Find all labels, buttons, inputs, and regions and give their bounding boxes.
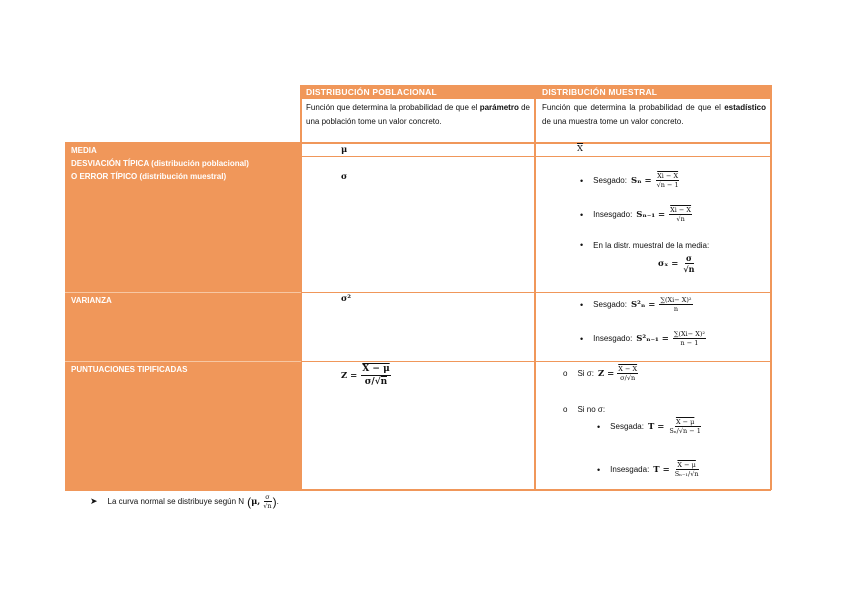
desv-pob-symbol: σ <box>341 172 348 182</box>
sqrt-icon: √ <box>374 377 381 387</box>
media-pob-symbol: μ <box>341 145 348 155</box>
header-muestral: DISTRIBUCIÓN MUESTRAL <box>536 86 771 99</box>
label-varianza: VARIANZA <box>71 296 112 305</box>
arrow-bullet-icon: ➤ <box>90 496 98 506</box>
bullet-dot-icon: • <box>580 299 584 310</box>
line-h-bottom <box>65 489 771 491</box>
punt-pob-formula: Z = $\frac{X - \mu}{\sigma/√n}$ <box>341 364 390 387</box>
circle-bullet-icon: o <box>563 369 568 378</box>
var-insesgado: • Insesgado: S²ₙ₋₁ = $\frac{\text{∑(Xi− X)²}}{n - 1}$ <box>580 330 706 347</box>
header-poblacional: DISTRIBUCIÓN POBLACIONAL <box>300 86 539 99</box>
bullet-dot-icon: • <box>597 421 601 432</box>
desc-muestral: Función que determina la probabilidad de que el estadístico de una muestra tome un valor concreto. <box>542 103 766 126</box>
line-v-left <box>300 85 302 490</box>
sqrt-icon: √ <box>676 215 681 223</box>
line-v-right <box>770 85 772 490</box>
line-h-3 <box>300 292 771 293</box>
line-h-4-left <box>65 361 301 362</box>
bullet-dot-icon: • <box>580 333 584 344</box>
desv-sesgado: • Sesgado: Sₙ = $\frac{Xi - X}{√n - 1}$ <box>580 172 679 189</box>
var-pob-symbol: σ² <box>341 294 351 304</box>
punt-sesgada: • Sesgada: T = $\frac{X - \mu}{\text{Sₙ/√n − 1}}$ <box>597 418 701 435</box>
label-puntuaciones: PUNTUACIONES TIPIFICADAS <box>71 365 188 374</box>
line-h-1 <box>65 142 771 144</box>
desv-media-muestral: • En la distr. muestral de la media: <box>580 240 710 250</box>
desv-insesgado: • Insesgado: Sₙ₋₁ = $\frac{Xi - X}{√n}$ <box>580 206 692 223</box>
punt-si-no-sigma: o Si no σ: <box>563 405 606 414</box>
sqrt-icon: √ <box>683 264 689 274</box>
sqrt-icon: √ <box>263 502 268 510</box>
bullet-dot-icon: • <box>580 209 584 220</box>
sqrt-icon: √ <box>626 374 631 382</box>
desv-media-formula: σₓ = $\frac{\sigma}{√n}$ <box>658 253 695 274</box>
sqrt-icon: √ <box>690 470 695 478</box>
left-column-fill <box>65 143 301 489</box>
bullet-dot-icon: • <box>597 464 601 475</box>
media-mue-symbol: $\overline{X}$ <box>577 144 584 154</box>
sqrt-icon: √ <box>678 427 684 435</box>
punt-insesgada: • Insesgada: T = $\frac{X - \mu}{\text{Sₙ₋₁/√n}}$ <box>597 461 699 478</box>
line-v-mid <box>534 85 536 490</box>
line-h-3-left <box>65 292 301 293</box>
bullet-dot-icon: • <box>580 240 584 250</box>
line-h-4 <box>300 361 771 362</box>
line-h-2 <box>300 156 771 157</box>
sqrt-icon: √ <box>656 181 661 189</box>
punt-si-sigma: o Si σ: Z = $\frac{X - X}{\sigma/√n}$ <box>563 365 638 382</box>
circle-bullet-icon: o <box>563 405 568 414</box>
label-desviacion: DESVIACIÓN TÍPICA (distribución poblacional) O ERROR TÍPICO (distribución muestral) <box>71 159 249 181</box>
desc-poblacional: Función que determina la probabilidad de que el parámetro de una población tome un valor concreto. <box>306 103 530 126</box>
var-sesgado: • Sesgado: S²ₙ = $\frac{\text{∑(Xi− X)²}}{n}$ <box>580 296 692 313</box>
footnote: ➤ La curva normal se distribuye según N ( μ, $\frac{\sigma}{√n}$ ) . <box>90 493 279 510</box>
bullet-dot-icon: • <box>580 175 584 186</box>
label-media: MEDIA <box>71 146 97 155</box>
